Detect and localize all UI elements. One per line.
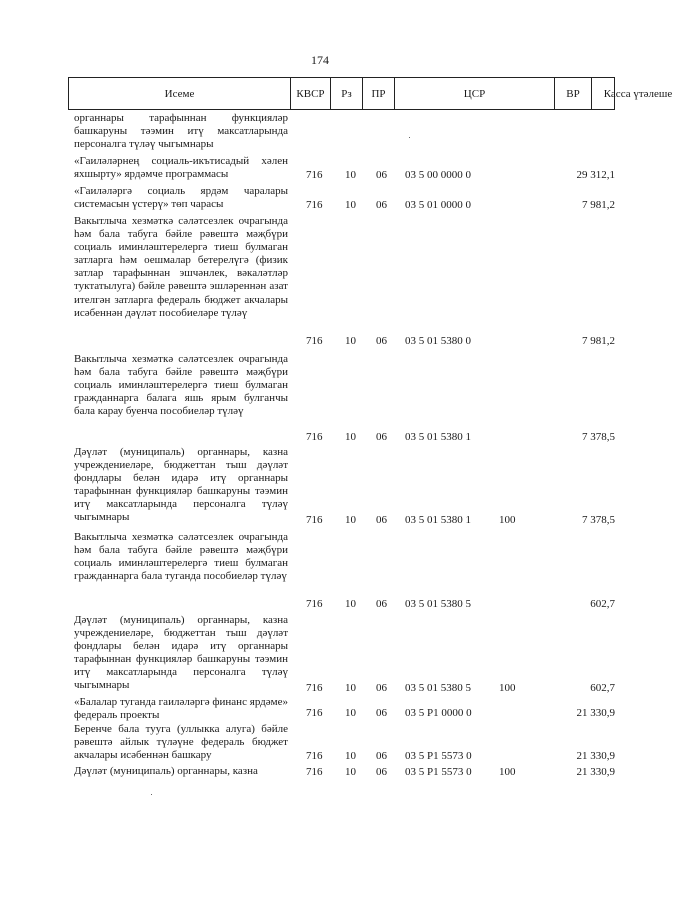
row-kassa: 7 378,5 (582, 431, 615, 443)
row-name: органнары тарафыннан функцияләр башкаруны тәэмин итү максатларында персоналга түләү чыгымнары (74, 112, 288, 151)
page-number: 174 (311, 53, 329, 67)
row-pr: 06 (376, 199, 387, 211)
row-kvsr: 716 (306, 682, 323, 694)
table-row (74, 446, 615, 526)
row-kvsr: 716 (306, 750, 323, 762)
table-row (74, 723, 615, 765)
table-row (74, 765, 615, 779)
row-rz: 10 (345, 766, 356, 778)
row-name: Вакытлыча хезмәткә сәләтсезлек очрагында һәм бала табуга бәйле рәвештә мәҗбүри социаль иминләштерелергә тиеш булмаган гражданнарга балага яшь ярым булганчы бала карау буенча пособиеләр түләү (74, 353, 288, 418)
row-csr: 03 5 01 0000 0 (405, 199, 471, 211)
row-kvsr: 716 (306, 335, 323, 347)
row-kassa: 602,7 (590, 682, 615, 694)
row-kassa: 7 981,2 (582, 335, 615, 347)
row-csr: 03 5 01 5380 1 (405, 514, 471, 526)
row-kvsr: 716 (306, 766, 323, 778)
row-pr: 06 (376, 682, 387, 694)
row-name: «Балалар туганда гаиләләргә финанс ярдәме» федераль проекты (74, 696, 288, 722)
row-pr: 06 (376, 431, 387, 443)
row-csr: 03 5 P1 5573 0 (405, 766, 472, 778)
row-kassa: 21 330,9 (576, 766, 615, 778)
column-header-rz: Рз (331, 78, 363, 109)
table-row (74, 185, 615, 213)
row-pr: 06 (376, 514, 387, 526)
row-rz: 10 (345, 707, 356, 719)
column-header-csr: ЦСР (395, 78, 555, 109)
row-vr: 100 (499, 682, 516, 694)
row-kvsr: 716 (306, 598, 323, 610)
row-name: Вакытлыча хезмәткә сәләтсезлек очрагында һәм бала табуга бәйле рәвештә мәҗбүри социаль иминләштерелергә тиеш булмаган гражданнарга бала туганда пособиеләр түләү (74, 531, 288, 583)
row-rz: 10 (345, 750, 356, 762)
column-header-kvsr: КВСР (291, 78, 331, 109)
row-rz: 10 (345, 598, 356, 610)
row-name: Дәүләт (муниципаль) органнары, казна (74, 765, 258, 777)
table-row (74, 614, 615, 694)
row-kassa: 602,7 (590, 598, 615, 610)
row-csr: 03 5 P1 0000 0 (405, 707, 472, 719)
row-kassa: 21 330,9 (576, 707, 615, 719)
row-vr: 100 (499, 766, 516, 778)
row-csr: 03 5 01 5380 5 (405, 682, 471, 694)
row-kvsr: 716 (306, 707, 323, 719)
row-kvsr: 716 (306, 199, 323, 211)
row-kvsr: 716 (306, 431, 323, 443)
row-kvsr: 716 (306, 169, 323, 181)
row-csr: 03 5 01 5380 0 (405, 335, 471, 347)
column-header-name: Исеме (69, 78, 291, 109)
row-csr: 03 5 P1 5573 0 (405, 750, 472, 762)
row-kassa: 21 330,9 (576, 750, 615, 762)
row-rz: 10 (345, 199, 356, 211)
row-kvsr: 716 (306, 514, 323, 526)
table-row (74, 531, 615, 611)
row-name: Вакытлыча хезмәткә сәләтсезлек очрагында һәм бала табуга бәйле рәвештә мәҗбүри социаль иминләштерелергә тиеш булмаган затларга һәм оешмалар бетерелүгә (физик затлар тарафыннан эшчәнлек, вәкаләтләр туктатылуга) бәйле рәвештә эшләреннән азат ителгән затларга федераль бюджет акчалары исәбеннән дәүләт пособиеләре түләү (74, 215, 288, 319)
row-name: «Гаиләләргә социаль ярдәм чаралары системасын үстерү» төп чарасы (74, 185, 288, 211)
row-rz: 10 (345, 335, 356, 347)
scan-speck (151, 794, 152, 795)
row-pr: 06 (376, 335, 387, 347)
table-row (74, 215, 615, 355)
row-pr: 06 (376, 766, 387, 778)
row-pr: 06 (376, 750, 387, 762)
column-header-vr: ВР (555, 78, 592, 109)
row-pr: 06 (376, 707, 387, 719)
row-rz: 10 (345, 682, 356, 694)
row-vr: 100 (499, 514, 516, 526)
column-header-kassa-label: Касса үтәлеше (603, 87, 673, 100)
table-row (74, 155, 615, 183)
row-kassa: 7 378,5 (582, 514, 615, 526)
row-kassa: 29 312,1 (576, 169, 615, 181)
row-name: Беренче бала туугa (уллыкка алуга) бәйле рәвештә айлык түләүне федераль бюджет акчалары исәбеннән башкару (74, 723, 288, 762)
row-name: Дәүләт (муниципаль) органнары, казна учреждениеләре, бюджеттан тыш дәүләт фондлары белән идарә итү органнары тарафыннан функцияләр башкаруны тәэмин итү максатларында персоналга түләү чыгымнары (74, 446, 288, 524)
column-header-kassa (592, 78, 684, 109)
scan-speck (409, 137, 410, 138)
column-header-pr: ПР (363, 78, 395, 109)
row-name: «Гаиләләрнең социаль-икътисадый хәлен яхшырту» ярдәмче программасы (74, 155, 288, 181)
row-rz: 10 (345, 514, 356, 526)
table-row (74, 353, 615, 443)
row-csr: 03 5 01 5380 1 (405, 431, 471, 443)
table-row (74, 696, 615, 724)
row-pr: 06 (376, 169, 387, 181)
row-rz: 10 (345, 431, 356, 443)
row-kassa: 7 981,2 (582, 199, 615, 211)
row-name: Дәүләт (муниципаль) органнары, казна учреждениеләре, бюджеттан тыш дәүләт фондлары белән идарә итү органнары тарафыннан функцияләр башкаруны тәэмин итү максатларында персоналга түләү чыгымнары (74, 614, 288, 692)
table-row (74, 112, 615, 152)
row-pr: 06 (376, 598, 387, 610)
row-rz: 10 (345, 169, 356, 181)
row-csr: 03 5 00 0000 0 (405, 169, 471, 181)
table-header (68, 77, 673, 110)
row-csr: 03 5 01 5380 5 (405, 598, 471, 610)
